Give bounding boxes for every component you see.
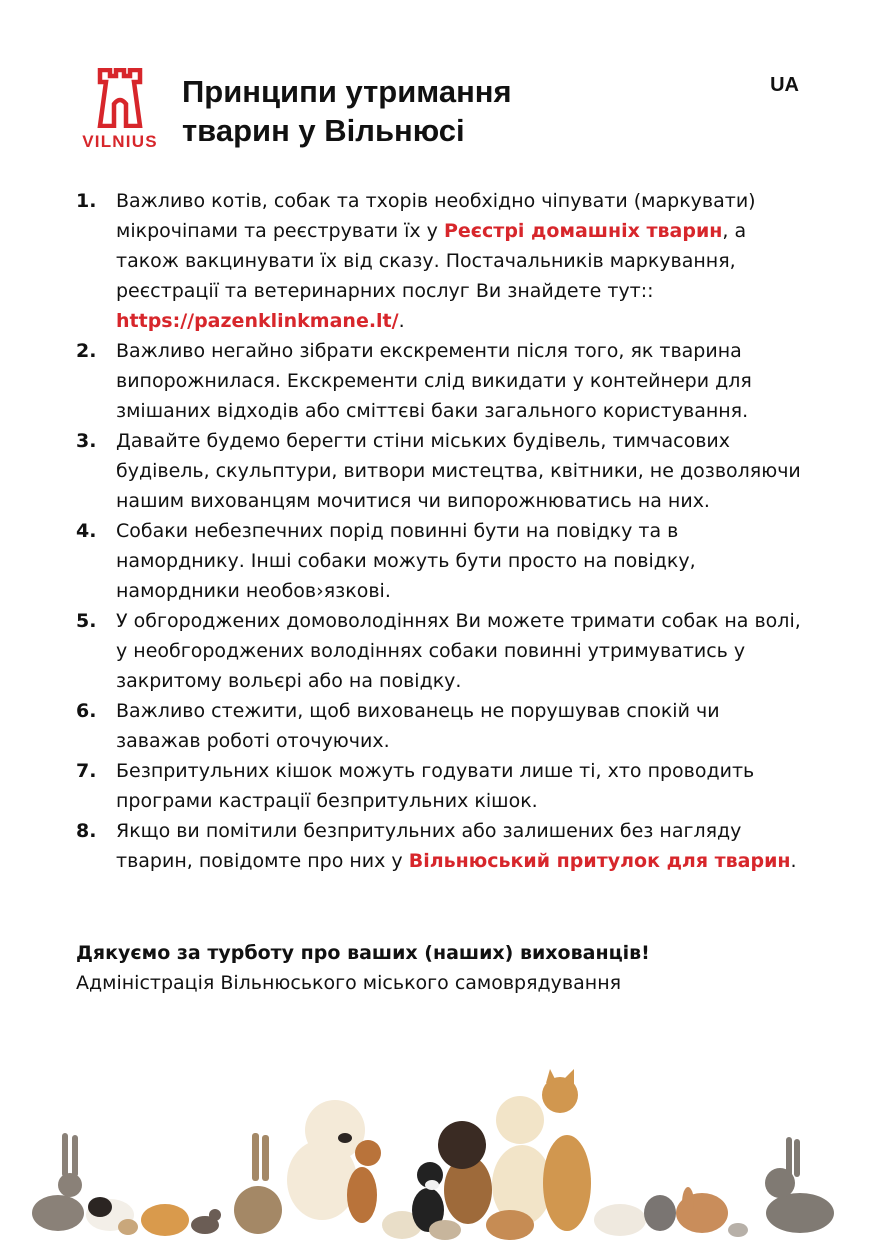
rule-number: 6.: [76, 700, 97, 722]
rule-item: [76, 696, 806, 756]
thanks-line: Дякуємо за турботу про ваших (наших) вихованців!: [76, 942, 650, 964]
rule-text: .: [398, 310, 405, 332]
rule-text: У обгороджених домоволодіннях Ви можете тримати собак на волі, у необгороджених володіннях собаки повинні утримуватись у закритому вольєрі або на повідку.: [116, 610, 801, 692]
guinea-pig-orange: [141, 1204, 189, 1236]
closing-section: [76, 938, 650, 998]
rule-item: [76, 816, 806, 876]
rule-item: [76, 426, 806, 516]
golden-puppy: [492, 1096, 552, 1225]
title-line-2: тварин у Вільнюсі: [182, 113, 465, 148]
rule-item: [76, 186, 806, 336]
rule-number: 7.: [76, 760, 97, 782]
rule-text: Давайте будемо берегти стіни міських будівель, тимчасових будівель, скульптури, витвори мистецтва, квітники, не дозволяючи нашим вихованцям мочитися чи випорожнюватись на них.: [116, 430, 801, 512]
tower-icon: [96, 68, 144, 128]
page-title: [182, 72, 512, 150]
rule-text: Важливо негайно зібрати екскременти після того, як тварина випорожнилася. Екскременти слід викидати у контейнери для змішаних відходів або сміттєві баки загального користування.: [116, 340, 752, 422]
rule-text: Важливо котів, собак та тхорів необхідно чіпувати (маркувати) мікрочіпами та реєструвати їх у: [116, 190, 756, 242]
rule-text: Важливо стежити, щоб вихованець не порушував спокій чи заважав роботі оточуючих.: [116, 700, 720, 752]
lop-rabbit-ginger: [676, 1187, 728, 1233]
animal-shelter-link[interactable]: Вільнюський притулок для тварин: [408, 850, 791, 872]
language-code: UA: [770, 74, 799, 96]
rule-number: 5.: [76, 610, 97, 632]
title-line-1: Принципи утримання: [182, 74, 512, 109]
tabby-kitten: [429, 1220, 461, 1240]
rule-number: 2.: [76, 340, 97, 362]
rule-text: Безпритульних кішок можуть годувати лише ті, хто проводить програми кастрації безпритульних кішок.: [116, 760, 755, 812]
rule-text: Якщо ви помітили безпритульних або залишених без нагляду тварин, повідомте про них у: [116, 820, 742, 872]
pazenklinkmane-link[interactable]: https://pazenklinkmane.lt/: [116, 310, 399, 332]
rule-item: [76, 336, 806, 426]
pets-group-image: [0, 1055, 875, 1241]
rule-item: [76, 756, 806, 816]
rule-text: .: [790, 850, 797, 872]
rule-number: 1.: [76, 190, 97, 212]
rule-item: [76, 606, 806, 696]
rabbit-right: [765, 1137, 834, 1233]
vilnius-logo: [72, 68, 168, 152]
rat: [191, 1209, 221, 1234]
rules-list: [76, 186, 806, 876]
hamster-grey: [728, 1223, 748, 1237]
logo-text: VILNIUS: [82, 132, 158, 151]
rule-text: , а також вакцинувати їх від сказу. Постачальників маркування, реєстрації та ветеринарних послуг Ви знайдете тут::: [116, 220, 747, 302]
rule-number: 3.: [76, 430, 97, 452]
hamster-small: [118, 1219, 138, 1235]
guinea-pig-white: [594, 1204, 646, 1236]
rabbit-left: [32, 1133, 84, 1231]
rabbit-brown: [234, 1133, 282, 1234]
chinchilla: [644, 1195, 676, 1231]
abyssinian-cat: [542, 1069, 591, 1231]
signature-line: Адміністрація Вільнюського міського самоврядування: [76, 972, 622, 994]
rule-number: 8.: [76, 820, 97, 842]
rule-number: 4.: [76, 520, 97, 542]
pet-registry-link[interactable]: Реєстрі домашніх тварин: [443, 220, 723, 242]
rule-item: [76, 516, 806, 606]
german-shepherd-puppy: [438, 1121, 492, 1224]
rabbit-lop: [486, 1210, 534, 1240]
rule-text: Собаки небезпечних порід повинні бути на повідку та в наморднику. Інші собаки можуть бути просто на повідку, намордники необов›язкові.: [116, 520, 696, 602]
